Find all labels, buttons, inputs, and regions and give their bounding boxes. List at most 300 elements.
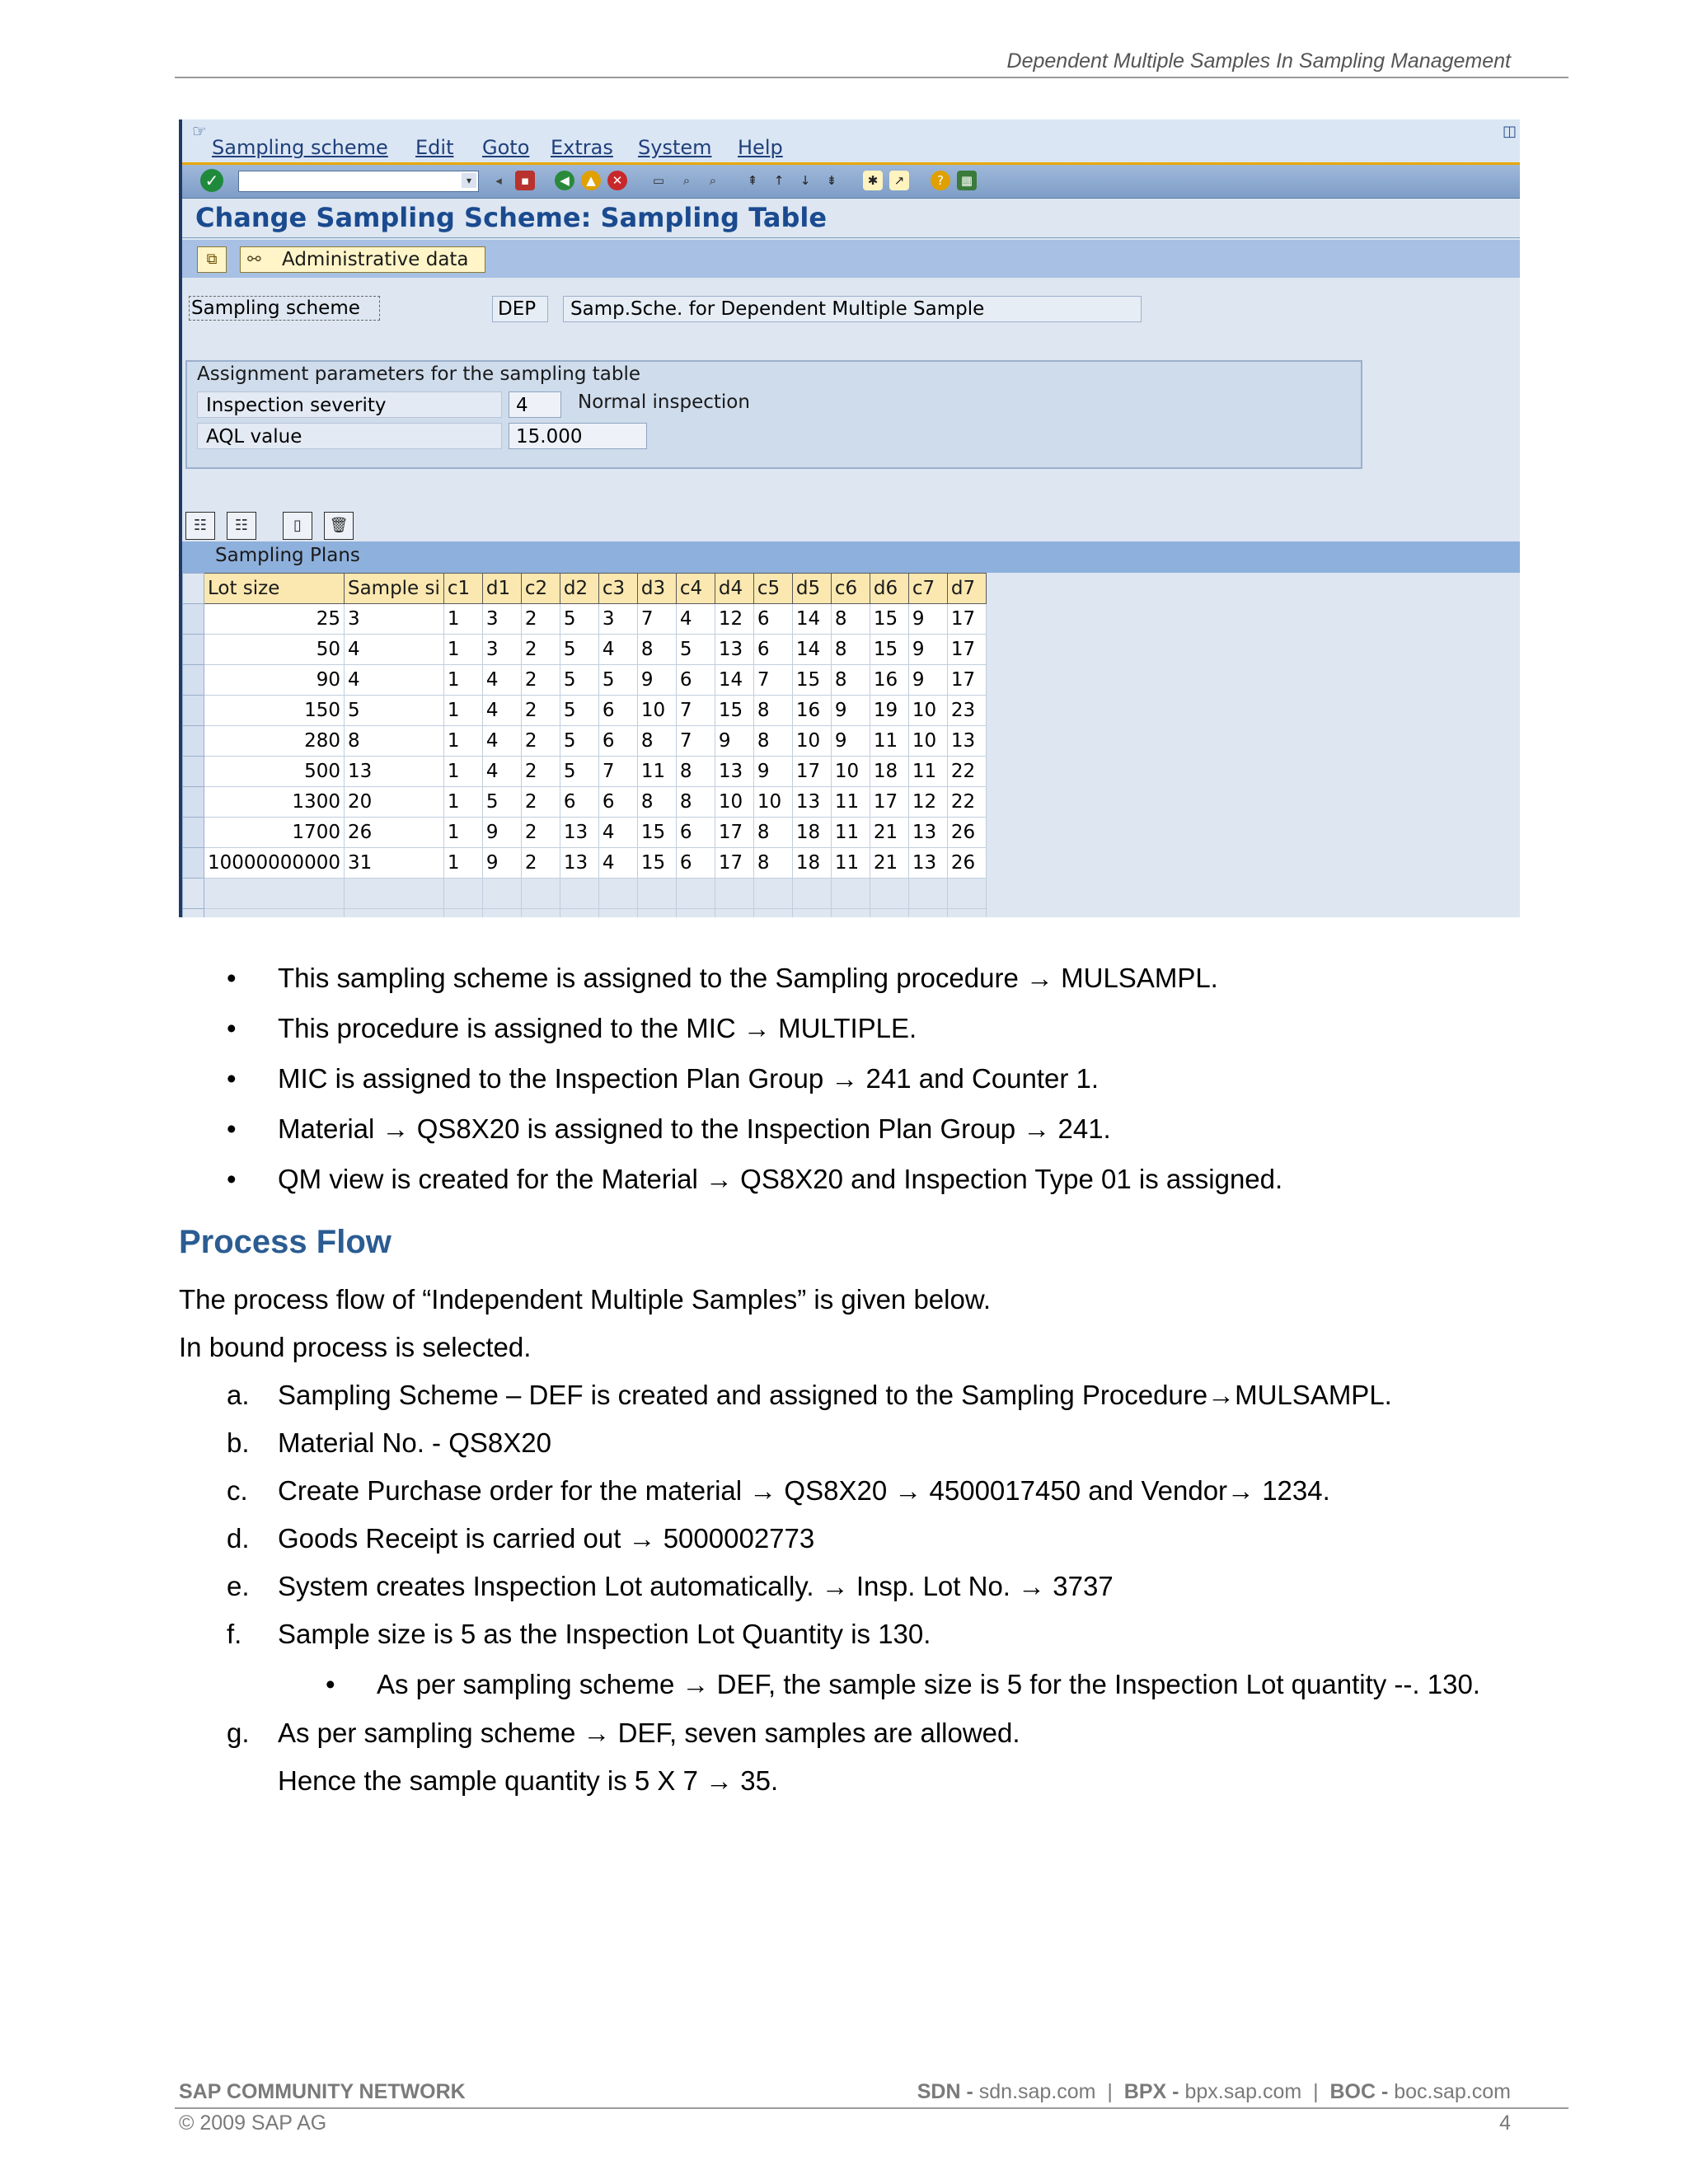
column-header[interactable]: d2 bbox=[560, 574, 598, 604]
table-cell[interactable]: 1 bbox=[443, 848, 482, 879]
row-selector[interactable] bbox=[183, 665, 204, 696]
lot-size-cell[interactable]: 150 bbox=[204, 696, 345, 726]
row-selector[interactable] bbox=[183, 726, 204, 757]
table-cell[interactable]: 16 bbox=[792, 696, 831, 726]
table-cell[interactable]: 13 bbox=[908, 818, 947, 848]
empty-cell[interactable] bbox=[521, 909, 560, 918]
table-cell[interactable]: 9 bbox=[908, 604, 947, 635]
menu-system[interactable]: System bbox=[638, 136, 712, 159]
table-cell[interactable]: 5 bbox=[676, 635, 715, 665]
table-cell[interactable]: 9 bbox=[908, 665, 947, 696]
empty-cell[interactable] bbox=[637, 909, 676, 918]
save-icon[interactable]: ▪ bbox=[515, 171, 535, 190]
table-cell[interactable]: 18 bbox=[792, 818, 831, 848]
table-cell[interactable]: 2 bbox=[521, 665, 560, 696]
table-cell[interactable]: 8 bbox=[753, 848, 792, 879]
empty-cell[interactable] bbox=[908, 879, 947, 909]
step-text: Sample size is 5 as the Inspection Lot Quantity is 130. bbox=[278, 1619, 931, 1649]
table-cell[interactable]: 8 bbox=[831, 604, 870, 635]
table-cell[interactable]: 10 bbox=[908, 726, 947, 757]
table-cell[interactable]: 4 bbox=[344, 635, 443, 665]
bullet-dot: • bbox=[227, 1013, 237, 1043]
row-selector[interactable] bbox=[183, 909, 204, 918]
last-page-icon[interactable]: ⇟ bbox=[826, 173, 837, 188]
lot-size-cell[interactable]: 500 bbox=[204, 757, 345, 787]
window-control-icon[interactable]: ◫ bbox=[1502, 123, 1517, 140]
table-cell[interactable]: 9 bbox=[637, 665, 676, 696]
screen-title: Change Sampling Scheme: Sampling Table bbox=[195, 202, 828, 233]
empty-cell[interactable] bbox=[560, 879, 598, 909]
table-cell[interactable]: 1 bbox=[443, 665, 482, 696]
table-cell[interactable]: 17 bbox=[947, 604, 986, 635]
bullet-text: MIC is assigned to the Inspection Plan Group → 241 and Counter 1. bbox=[278, 1063, 1100, 1094]
column-header[interactable]: d1 bbox=[482, 574, 521, 604]
table-cell[interactable]: 1 bbox=[443, 818, 482, 848]
table-row bbox=[183, 604, 987, 635]
table-cell[interactable]: 2 bbox=[521, 757, 560, 787]
table-cell[interactable]: 5 bbox=[482, 787, 521, 818]
column-header[interactable]: c7 bbox=[908, 574, 947, 604]
column-header[interactable]: c1 bbox=[443, 574, 482, 604]
table-cell[interactable]: 4 bbox=[482, 696, 521, 726]
table-cell[interactable]: 5 bbox=[560, 665, 598, 696]
table-cell[interactable]: 7 bbox=[753, 665, 792, 696]
title-divider bbox=[182, 237, 1520, 238]
empty-cell[interactable] bbox=[521, 879, 560, 909]
table-cell[interactable]: 10 bbox=[908, 696, 947, 726]
table-cell[interactable]: 13 bbox=[792, 787, 831, 818]
table-cell[interactable]: 14 bbox=[792, 635, 831, 665]
table-cell[interactable]: 21 bbox=[870, 848, 908, 879]
table-row bbox=[183, 787, 987, 818]
command-field[interactable] bbox=[238, 171, 479, 192]
sdn-label: SDN - bbox=[917, 2080, 973, 2103]
assignment-tab-edge bbox=[663, 362, 692, 387]
column-header[interactable]: c6 bbox=[831, 574, 870, 604]
bullet-dot: • bbox=[227, 1164, 237, 1194]
table-cell[interactable]: 2 bbox=[521, 726, 560, 757]
table-cell[interactable]: 13 bbox=[344, 757, 443, 787]
bullet-text: QM view is created for the Material → QS8X20 and Inspection Type 01 is assigned. bbox=[278, 1164, 1283, 1194]
table-cell[interactable]: 8 bbox=[753, 818, 792, 848]
table-cell[interactable]: 1 bbox=[443, 604, 482, 635]
table-cell[interactable]: 4 bbox=[598, 818, 637, 848]
table-row bbox=[183, 635, 987, 665]
row-selector[interactable] bbox=[183, 848, 204, 879]
empty-cell[interactable] bbox=[715, 909, 753, 918]
empty-cell[interactable] bbox=[870, 909, 908, 918]
table-cell[interactable]: 13 bbox=[715, 635, 753, 665]
table-cell[interactable]: 9 bbox=[482, 848, 521, 879]
table-cell[interactable]: 3 bbox=[344, 604, 443, 635]
empty-cell[interactable] bbox=[344, 879, 443, 909]
empty-cell[interactable] bbox=[204, 879, 345, 909]
empty-cell[interactable] bbox=[482, 909, 521, 918]
empty-row bbox=[183, 879, 987, 909]
grid-title: Sampling Plans bbox=[215, 545, 360, 566]
table-cell[interactable]: 20 bbox=[344, 787, 443, 818]
table-cell[interactable]: 18 bbox=[792, 848, 831, 879]
menu-bar bbox=[182, 120, 1520, 162]
table-cell[interactable]: 4 bbox=[344, 665, 443, 696]
exit-icon[interactable]: ▲ bbox=[581, 171, 601, 190]
empty-cell[interactable] bbox=[792, 909, 831, 918]
table-cell[interactable]: 9 bbox=[715, 726, 753, 757]
enter-icon[interactable]: ✓ bbox=[200, 169, 223, 192]
find-icon[interactable]: ⌕ bbox=[682, 173, 691, 188]
table-cell[interactable]: 8 bbox=[676, 787, 715, 818]
back-arrow-icon[interactable]: ◂ bbox=[495, 173, 502, 188]
lot-size-cell[interactable]: 1300 bbox=[204, 787, 345, 818]
table-cell[interactable]: 8 bbox=[344, 726, 443, 757]
table-cell[interactable]: 21 bbox=[870, 818, 908, 848]
table-cell[interactable]: 22 bbox=[947, 787, 986, 818]
empty-cell[interactable] bbox=[482, 879, 521, 909]
document-header-title: Dependent Multiple Samples In Sampling Management bbox=[1006, 49, 1511, 73]
table-cell[interactable]: 5 bbox=[344, 696, 443, 726]
table-cell[interactable]: 4 bbox=[676, 604, 715, 635]
table-cell[interactable]: 5 bbox=[598, 665, 637, 696]
table-cell[interactable]: 6 bbox=[598, 696, 637, 726]
table-cell[interactable]: 6 bbox=[598, 726, 637, 757]
empty-cell[interactable] bbox=[676, 879, 715, 909]
aql-value-field[interactable]: 15.000 bbox=[509, 423, 647, 449]
empty-cell[interactable] bbox=[870, 879, 908, 909]
table-cell[interactable]: 4 bbox=[598, 635, 637, 665]
shortcut-icon[interactable]: ↗ bbox=[889, 171, 909, 190]
cancel-icon[interactable]: ✕ bbox=[607, 171, 627, 190]
table-cell[interactable]: 17 bbox=[715, 818, 753, 848]
column-header[interactable]: c5 bbox=[753, 574, 792, 604]
table-cell[interactable]: 15 bbox=[715, 696, 753, 726]
table-cell[interactable]: 8 bbox=[637, 787, 676, 818]
sampling-plans-grid bbox=[182, 541, 1520, 917]
sampling-plans-table bbox=[182, 573, 987, 917]
find-next-icon[interactable]: ⌕ bbox=[709, 173, 717, 188]
menu-options-icon[interactable]: ☞ bbox=[192, 121, 207, 141]
table-cell[interactable]: 4 bbox=[482, 726, 521, 757]
table-cell[interactable]: 4 bbox=[482, 757, 521, 787]
table-cell[interactable]: 2 bbox=[521, 604, 560, 635]
table-row bbox=[183, 848, 987, 879]
application-toolbar bbox=[182, 240, 1520, 278]
empty-cell[interactable] bbox=[947, 909, 986, 918]
step-label: g. bbox=[227, 1718, 250, 1748]
table-cell[interactable]: 6 bbox=[676, 665, 715, 696]
row-selector[interactable] bbox=[183, 757, 204, 787]
sap-screen bbox=[179, 120, 1520, 917]
boc-link[interactable]: boc.sap.com bbox=[1394, 2080, 1511, 2103]
footer-links: SDN - sdn.sap.com | BPX - bpx.sap.com | BOC - boc.sap.com bbox=[917, 2080, 1511, 2103]
assignment-parameters-group bbox=[185, 360, 1362, 469]
footer-network: SAP COMMUNITY NETWORK bbox=[179, 2080, 466, 2103]
table-cell[interactable]: 7 bbox=[676, 696, 715, 726]
aql-value-label: AQL value bbox=[197, 423, 502, 449]
table-row bbox=[183, 665, 987, 696]
table-cell[interactable]: 1 bbox=[443, 635, 482, 665]
step-label: e. bbox=[227, 1571, 250, 1601]
table-cell[interactable]: 17 bbox=[715, 848, 753, 879]
administrative-data-button[interactable] bbox=[240, 246, 485, 273]
table-cell[interactable]: 26 bbox=[344, 818, 443, 848]
empty-cell[interactable] bbox=[753, 909, 792, 918]
process-flow-heading: Process Flow bbox=[179, 1224, 392, 1260]
table-cell[interactable]: 1 bbox=[443, 726, 482, 757]
table-cell[interactable]: 15 bbox=[637, 818, 676, 848]
table-cell[interactable]: 1 bbox=[443, 757, 482, 787]
empty-row bbox=[183, 909, 987, 918]
table-cell[interactable]: 8 bbox=[831, 635, 870, 665]
menu-sampling-scheme[interactable]: Sampling scheme bbox=[212, 136, 388, 159]
table-cell[interactable]: 13 bbox=[715, 757, 753, 787]
standard-toolbar bbox=[182, 162, 1520, 199]
table-cell[interactable]: 17 bbox=[947, 635, 986, 665]
menu-goto[interactable]: Goto bbox=[482, 136, 530, 159]
glasses-icon: ⚯ bbox=[247, 249, 261, 269]
empty-cell[interactable] bbox=[715, 879, 753, 909]
empty-cell[interactable] bbox=[676, 909, 715, 918]
step-text: Material No. - QS8X20 bbox=[278, 1427, 551, 1458]
table-cell[interactable]: 13 bbox=[908, 848, 947, 879]
row-selector[interactable] bbox=[183, 787, 204, 818]
table-cell[interactable]: 8 bbox=[753, 726, 792, 757]
table-cell[interactable]: 11 bbox=[831, 818, 870, 848]
table-cell[interactable]: 7 bbox=[676, 726, 715, 757]
table-cell[interactable]: 18 bbox=[870, 757, 908, 787]
menu-help[interactable]: Help bbox=[738, 136, 783, 159]
table-cell[interactable]: 13 bbox=[947, 726, 986, 757]
table-cell[interactable]: 3 bbox=[482, 635, 521, 665]
table-row bbox=[183, 696, 987, 726]
step-text: Create Purchase order for the material → QS8X20 → 4500017450 and Vendor→ 1234. bbox=[278, 1475, 1330, 1506]
empty-cell[interactable] bbox=[637, 879, 676, 909]
column-header[interactable]: c4 bbox=[676, 574, 715, 604]
table-cell[interactable]: 11 bbox=[908, 757, 947, 787]
step-text: Sampling Scheme – DEF is created and assigned to the Sampling Procedure→MULSAMPL. bbox=[278, 1380, 1392, 1410]
table-cell[interactable]: 22 bbox=[947, 757, 986, 787]
column-header[interactable]: d4 bbox=[715, 574, 753, 604]
column-header[interactable]: c2 bbox=[521, 574, 560, 604]
step-label: a. bbox=[227, 1380, 250, 1410]
table-cell[interactable]: 1 bbox=[443, 696, 482, 726]
lot-size-cell[interactable]: 50 bbox=[204, 635, 345, 665]
table-cell[interactable]: 17 bbox=[947, 665, 986, 696]
table-cell[interactable]: 8 bbox=[637, 635, 676, 665]
create-session-icon[interactable]: ✱ bbox=[863, 171, 883, 190]
table-cell[interactable]: 15 bbox=[792, 665, 831, 696]
table-cell[interactable]: 10 bbox=[753, 787, 792, 818]
step-label: f. bbox=[227, 1619, 242, 1649]
table-cell[interactable]: 31 bbox=[344, 848, 443, 879]
empty-cell[interactable] bbox=[204, 909, 345, 918]
lot-size-cell[interactable]: 10000000000 bbox=[204, 848, 345, 879]
footer-divider bbox=[175, 2107, 1568, 2109]
table-cell[interactable]: 3 bbox=[482, 604, 521, 635]
table-cell[interactable]: 19 bbox=[870, 696, 908, 726]
step-text: Goods Receipt is carried out → 5000002773 bbox=[278, 1523, 815, 1554]
lot-size-cell[interactable]: 25 bbox=[204, 604, 345, 635]
table-cell[interactable]: 11 bbox=[870, 726, 908, 757]
table-cell[interactable]: 9 bbox=[753, 757, 792, 787]
lot-size-cell[interactable]: 90 bbox=[204, 665, 345, 696]
empty-cell[interactable] bbox=[344, 909, 443, 918]
column-header[interactable]: Lot size bbox=[204, 574, 345, 604]
table-cell[interactable]: 13 bbox=[560, 848, 598, 879]
table-cell[interactable]: 8 bbox=[831, 665, 870, 696]
menu-extras[interactable]: Extras bbox=[551, 136, 613, 159]
sub-bullet-text: As per sampling scheme → DEF, the sample size is 5 for the Inspection Lot quantity --. 130. bbox=[377, 1669, 1480, 1699]
table-cell[interactable]: 10 bbox=[792, 726, 831, 757]
row-selector[interactable] bbox=[183, 696, 204, 726]
column-header[interactable]: d3 bbox=[637, 574, 676, 604]
table-cell[interactable]: 5 bbox=[560, 696, 598, 726]
empty-cell[interactable] bbox=[443, 879, 482, 909]
table-cell[interactable]: 14 bbox=[715, 665, 753, 696]
column-header[interactable]: d5 bbox=[792, 574, 831, 604]
table-cell[interactable]: 14 bbox=[792, 604, 831, 635]
lot-size-cell[interactable]: 1700 bbox=[204, 818, 345, 848]
table-cell[interactable]: 26 bbox=[947, 848, 986, 879]
table-cell[interactable]: 8 bbox=[676, 757, 715, 787]
table-cell[interactable]: 9 bbox=[908, 635, 947, 665]
sampling-scheme-description-field[interactable]: Samp.Sche. for Dependent Multiple Sample bbox=[563, 296, 1142, 322]
table-cell[interactable]: 4 bbox=[482, 665, 521, 696]
table-cell[interactable]: 4 bbox=[598, 848, 637, 879]
empty-cell[interactable] bbox=[831, 879, 870, 909]
table-cell[interactable]: 2 bbox=[521, 635, 560, 665]
table-cell[interactable]: 11 bbox=[831, 787, 870, 818]
table-cell[interactable]: 23 bbox=[947, 696, 986, 726]
empty-cell[interactable] bbox=[831, 909, 870, 918]
step-text: As per sampling scheme → DEF, seven samples are allowed. bbox=[278, 1718, 1020, 1748]
empty-cell[interactable] bbox=[947, 879, 986, 909]
back-icon[interactable]: ◀ bbox=[555, 171, 574, 190]
table-cell[interactable]: 6 bbox=[676, 818, 715, 848]
empty-cell[interactable] bbox=[753, 879, 792, 909]
empty-cell[interactable] bbox=[598, 909, 637, 918]
inbound-text: In bound process is selected. bbox=[179, 1332, 532, 1362]
table-cell[interactable]: 6 bbox=[753, 604, 792, 635]
new-entry-icon[interactable]: ▯ bbox=[283, 512, 312, 540]
table-cell[interactable]: 6 bbox=[560, 787, 598, 818]
table-cell[interactable]: 15 bbox=[637, 848, 676, 879]
table-row bbox=[183, 726, 987, 757]
table-cell[interactable]: 5 bbox=[560, 635, 598, 665]
column-header[interactable]: Sample si bbox=[344, 574, 443, 604]
table-cell[interactable]: 8 bbox=[753, 696, 792, 726]
deselect-all-icon[interactable]: ☷ bbox=[227, 512, 256, 540]
select-all-cell[interactable] bbox=[183, 574, 204, 604]
empty-cell[interactable] bbox=[560, 909, 598, 918]
table-cell[interactable]: 17 bbox=[870, 787, 908, 818]
table-cell[interactable]: 6 bbox=[753, 635, 792, 665]
bullet-dot: • bbox=[227, 1113, 237, 1144]
sampling-scheme-code-field[interactable]: DEP bbox=[492, 296, 548, 322]
table-cell[interactable]: 12 bbox=[908, 787, 947, 818]
step-label: c. bbox=[227, 1475, 248, 1506]
table-cell[interactable]: 10 bbox=[831, 757, 870, 787]
help-icon[interactable]: ? bbox=[931, 171, 950, 190]
table-cell[interactable]: 13 bbox=[560, 818, 598, 848]
table-cell[interactable]: 10 bbox=[637, 696, 676, 726]
table-cell[interactable]: 6 bbox=[676, 848, 715, 879]
column-header[interactable]: c3 bbox=[598, 574, 637, 604]
layout-menu-icon[interactable]: ▦ bbox=[957, 171, 977, 190]
bullet-dot: • bbox=[227, 963, 237, 993]
empty-cell[interactable] bbox=[792, 879, 831, 909]
column-header[interactable]: d6 bbox=[870, 574, 908, 604]
print-icon[interactable]: ▭ bbox=[652, 173, 665, 188]
table-cell[interactable]: 9 bbox=[482, 818, 521, 848]
table-cell[interactable]: 6 bbox=[598, 787, 637, 818]
lot-size-cell[interactable]: 280 bbox=[204, 726, 345, 757]
table-cell[interactable]: 10 bbox=[715, 787, 753, 818]
command-dropdown-icon[interactable]: ▾ bbox=[462, 173, 476, 188]
table-cell[interactable]: 2 bbox=[521, 696, 560, 726]
table-cell[interactable]: 1 bbox=[443, 787, 482, 818]
table-cell[interactable]: 17 bbox=[792, 757, 831, 787]
empty-cell[interactable] bbox=[443, 909, 482, 918]
bpx-link[interactable]: bpx.sap.com bbox=[1184, 2080, 1302, 2103]
select-all-icon[interactable]: ☷ bbox=[185, 512, 215, 540]
first-page-icon[interactable]: ⇞ bbox=[747, 173, 758, 188]
footer-copyright: © 2009 SAP AG bbox=[179, 2111, 327, 2135]
empty-cell[interactable] bbox=[908, 909, 947, 918]
row-selector[interactable] bbox=[183, 635, 204, 665]
table-cell[interactable]: 9 bbox=[831, 696, 870, 726]
delete-icon[interactable]: 🗑 bbox=[324, 512, 354, 540]
table-cell[interactable]: 5 bbox=[560, 726, 598, 757]
next-page-icon[interactable]: ↓ bbox=[799, 173, 811, 188]
other-scheme-icon[interactable]: ⧉ bbox=[197, 246, 227, 273]
sdn-link[interactable]: sdn.sap.com bbox=[978, 2080, 1096, 2103]
table-cell[interactable]: 16 bbox=[870, 665, 908, 696]
step-label: b. bbox=[227, 1427, 250, 1458]
table-cell[interactable]: 26 bbox=[947, 818, 986, 848]
row-selector[interactable] bbox=[183, 604, 204, 635]
step-text: System creates Inspection Lot automatically. → Insp. Lot No. → 3737 bbox=[278, 1571, 1114, 1601]
empty-cell[interactable] bbox=[598, 879, 637, 909]
bullet-dot: • bbox=[326, 1669, 335, 1699]
row-selector[interactable] bbox=[183, 879, 204, 909]
table-cell[interactable]: 8 bbox=[637, 726, 676, 757]
table-cell[interactable]: 11 bbox=[831, 848, 870, 879]
table-row bbox=[183, 818, 987, 848]
table-cell[interactable]: 5 bbox=[560, 757, 598, 787]
table-cell[interactable]: 11 bbox=[637, 757, 676, 787]
table-cell[interactable]: 12 bbox=[715, 604, 753, 635]
table-cell[interactable]: 15 bbox=[870, 604, 908, 635]
table-cell[interactable]: 2 bbox=[521, 818, 560, 848]
column-header[interactable]: d7 bbox=[947, 574, 986, 604]
previous-page-icon[interactable]: ↑ bbox=[773, 173, 785, 188]
table-cell[interactable]: 2 bbox=[521, 787, 560, 818]
table-cell[interactable]: 2 bbox=[521, 848, 560, 879]
bullet-text: This procedure is assigned to the MIC → MULTIPLE. bbox=[278, 1013, 917, 1043]
table-cell[interactable]: 5 bbox=[560, 604, 598, 635]
table-cell[interactable]: 3 bbox=[598, 604, 637, 635]
bullet-text: Material → QS8X20 is assigned to the Inspection Plan Group → 241. bbox=[278, 1113, 1111, 1144]
row-selector[interactable] bbox=[183, 818, 204, 848]
boc-label: BOC - bbox=[1329, 2080, 1389, 2103]
menu-edit[interactable]: Edit bbox=[415, 136, 454, 159]
table-cell[interactable]: 7 bbox=[637, 604, 676, 635]
inspection-severity-field[interactable]: 4 bbox=[509, 391, 561, 418]
process-intro: The process flow of “Independent Multiple Samples” is given below. bbox=[179, 1284, 992, 1315]
table-cell[interactable]: 9 bbox=[831, 726, 870, 757]
table-cell[interactable]: 7 bbox=[598, 757, 637, 787]
table-cell[interactable]: 15 bbox=[870, 635, 908, 665]
